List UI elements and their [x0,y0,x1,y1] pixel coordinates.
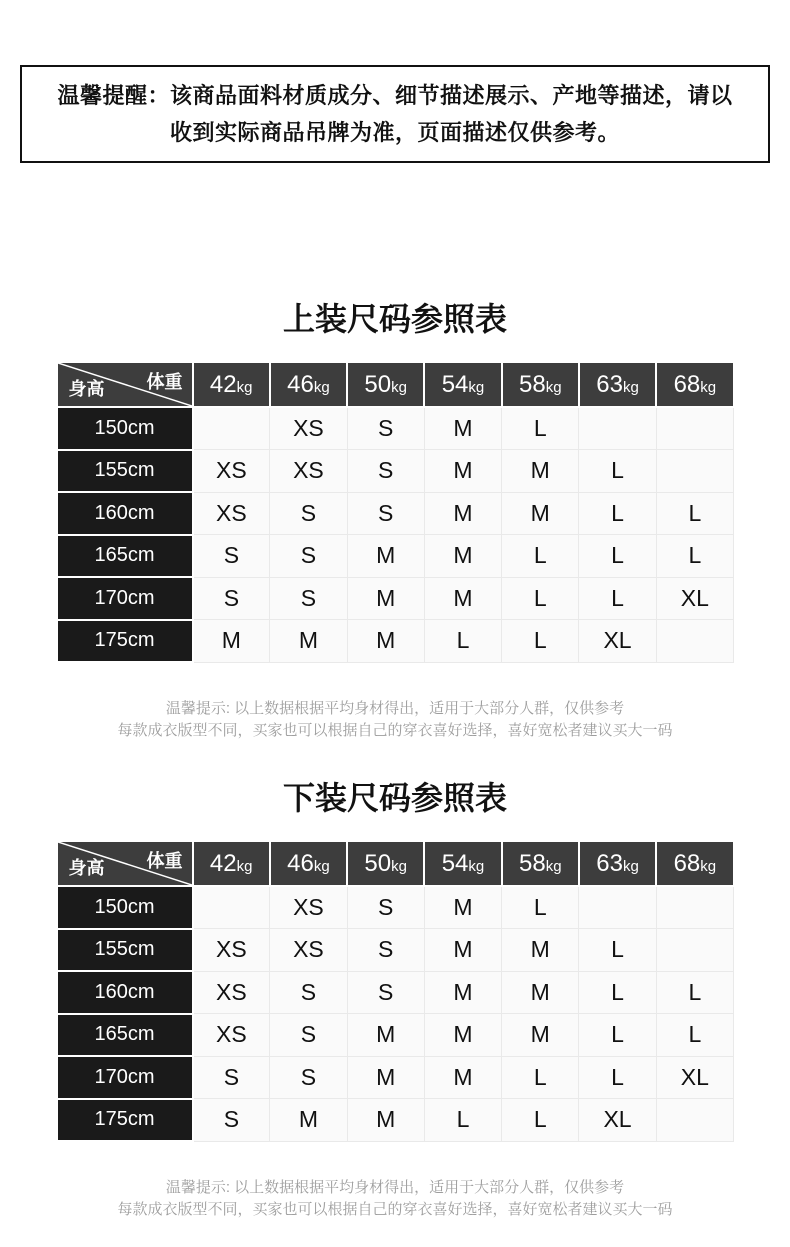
table-row [57,1056,734,1099]
top-size-note [0,698,790,742]
top-size-title: 上装尺码参照表 [282,301,507,337]
corner-weight-label: 体重 [146,851,183,871]
top-size-table [56,361,735,663]
bottom-size-title: 下装尺码参照表 [282,780,507,816]
size-cell: L [656,535,733,578]
size-cell: S [270,492,347,535]
height-header-cell: 160cm [57,971,193,1014]
size-cell: L [579,577,656,620]
size-cell: XS [193,492,270,535]
weight-header-cell [579,362,656,407]
weight-unit: kg [468,378,485,396]
height-header-cell: 165cm [57,1014,193,1057]
size-cell: M [424,450,501,493]
weight-unit: kg [700,857,717,875]
size-cell: XS [270,886,347,929]
weight-value: 68 [673,370,701,398]
size-cell: L [502,886,579,929]
weight-unit: kg [391,378,407,396]
size-cell [656,407,733,450]
weight-header-cell [347,841,424,886]
top-size-section [0,301,790,742]
size-cell: S [193,1056,270,1099]
size-cell: L [502,407,579,450]
size-cell: XS [193,1014,270,1057]
bottom-size-section [0,780,790,1221]
weight-unit: kg [236,378,253,396]
size-cell: M [502,492,579,535]
size-cell: M [347,620,424,663]
size-cell: M [502,1014,579,1057]
size-cell [656,929,733,972]
weight-value: 50 [364,849,392,877]
weight-header-cell [270,362,347,407]
note-line-2: 每款成衣版型不同，买家也可以根据自己的穿衣喜好选择，喜好宽松者建议买大一码 [117,722,673,739]
size-cell: M [502,450,579,493]
size-cell [579,886,656,929]
weight-header-cell [502,841,579,886]
size-cell: S [193,1099,270,1142]
size-cell: M [502,971,579,1014]
size-cell: L [502,1056,579,1099]
size-cell: M [424,492,501,535]
weight-value: 42 [209,370,237,398]
size-cell: M [424,886,501,929]
weight-value: 46 [287,370,314,398]
size-cell: M [347,577,424,620]
size-cell: XS [270,407,347,450]
height-header-cell: 175cm [57,620,193,663]
weight-value: 42 [209,849,237,877]
size-cell: M [424,971,501,1014]
weight-unit: kg [622,857,639,875]
weight-value: 50 [364,370,392,398]
size-cell [656,886,733,929]
size-cell: L [502,577,579,620]
table-row [57,492,734,535]
size-cell: L [656,1014,733,1057]
table-row [57,577,734,620]
size-cell: XL [656,577,733,620]
weight-unit: kg [622,378,639,396]
corner-cell [57,841,193,886]
size-cell [579,407,656,450]
size-cell: L [579,492,656,535]
weight-value: 54 [441,370,469,398]
weight-header-cell [193,362,270,407]
weight-header-cell [270,841,347,886]
weight-value: 63 [596,849,623,877]
size-cell: M [270,1099,347,1142]
note-line-1: 温馨提示: 以上数据根据平均身材得出，适用于大部分人群，仅供参考 [165,1179,625,1196]
height-header-cell: 150cm [57,886,193,929]
size-cell: L [424,1099,501,1142]
size-cell [656,1099,733,1142]
size-cell: S [270,1056,347,1099]
weight-unit: kg [391,857,407,875]
weight-header-cell [424,841,501,886]
size-cell: S [270,577,347,620]
size-cell: L [579,1014,656,1057]
size-cell: L [502,535,579,578]
size-cell: L [579,450,656,493]
size-cell: S [270,1014,347,1057]
size-cell: XS [193,929,270,972]
size-cell: L [656,971,733,1014]
size-cell: S [347,929,424,972]
size-cell: M [424,577,501,620]
size-cell: XL [579,1099,656,1142]
size-cell: S [270,535,347,578]
table-row [57,1014,734,1057]
size-cell: L [656,492,733,535]
table-row [57,407,734,450]
size-cell: S [347,450,424,493]
size-cell: XS [270,929,347,972]
notice-box [20,65,770,163]
note-line-2: 每款成衣版型不同，买家也可以根据自己的穿衣喜好选择，喜好宽松者建议买大一码 [117,1201,673,1218]
size-cell: L [579,1056,656,1099]
size-cell: XS [193,450,270,493]
height-header-cell: 150cm [57,407,193,450]
weight-header-cell [656,362,733,407]
weight-value: 68 [673,849,701,877]
size-cell: L [579,535,656,578]
size-cell: M [347,1099,424,1142]
weight-header-cell [424,362,501,407]
height-header-cell: 175cm [57,1099,193,1142]
size-cell: M [424,407,501,450]
weight-unit: kg [313,857,330,875]
bottom-size-note [0,1177,790,1221]
corner-cell [57,362,193,407]
corner-height-label: 身高 [68,379,105,399]
height-header-cell: 170cm [57,1056,193,1099]
size-cell: M [193,620,270,663]
weight-header-cell [579,841,656,886]
size-cell: M [424,1014,501,1057]
weight-value: 58 [518,849,546,877]
size-cell [193,886,270,929]
size-cell: M [424,535,501,578]
weight-value: 46 [287,849,314,877]
size-cell: S [347,407,424,450]
size-cell: L [424,620,501,663]
weight-unit: kg [236,857,253,875]
weight-header-cell [502,362,579,407]
corner-weight-label: 体重 [146,372,183,392]
bottom-size-table [56,840,735,1142]
table-row [57,535,734,578]
size-cell: M [270,620,347,663]
table-header-row [57,841,734,886]
size-cell: L [579,929,656,972]
height-header-cell: 170cm [57,577,193,620]
size-cell: M [347,1056,424,1099]
size-cell: S [193,535,270,578]
height-header-cell: 160cm [57,492,193,535]
table-row [57,886,734,929]
size-cell: M [424,1056,501,1099]
size-cell: M [347,1014,424,1057]
height-header-cell: 165cm [57,535,193,578]
size-cell: XS [270,450,347,493]
size-cell: XL [579,620,656,663]
size-cell: S [347,492,424,535]
size-cell: L [502,620,579,663]
weight-value: 54 [441,849,469,877]
size-cell: S [347,886,424,929]
weight-unit: kg [545,378,562,396]
weight-unit: kg [313,378,330,396]
size-guide-page [0,65,790,1221]
size-cell: S [270,971,347,1014]
size-cell: S [193,577,270,620]
size-cell: XL [656,1056,733,1099]
weight-unit: kg [700,378,717,396]
size-cell: S [347,971,424,1014]
size-cell: M [347,535,424,578]
note-line-1: 温馨提示: 以上数据根据平均身材得出，适用于大部分人群，仅供参考 [165,700,625,717]
weight-value: 58 [518,370,546,398]
weight-header-cell [656,841,733,886]
table-row [57,929,734,972]
size-cell [656,450,733,493]
weight-unit: kg [545,857,562,875]
size-cell: XS [193,971,270,1014]
weight-header-cell [193,841,270,886]
table-row [57,1099,734,1142]
size-cell: L [502,1099,579,1142]
size-cell [656,620,733,663]
table-row [57,620,734,663]
notice-text: 温馨提醒：该商品面料材质成分、细节描述展示、产地等描述，请以收到实际商品吊牌为准，页面描述仅供参考。 [57,83,733,145]
size-cell [193,407,270,450]
table-row [57,971,734,1014]
weight-header-cell [347,362,424,407]
height-header-cell: 155cm [57,450,193,493]
size-cell: M [424,929,501,972]
size-cell: L [579,971,656,1014]
weight-value: 63 [596,370,623,398]
height-header-cell: 155cm [57,929,193,972]
table-header-row [57,362,734,407]
weight-unit: kg [468,857,485,875]
table-row [57,450,734,493]
corner-height-label: 身高 [68,858,105,878]
size-cell: M [502,929,579,972]
